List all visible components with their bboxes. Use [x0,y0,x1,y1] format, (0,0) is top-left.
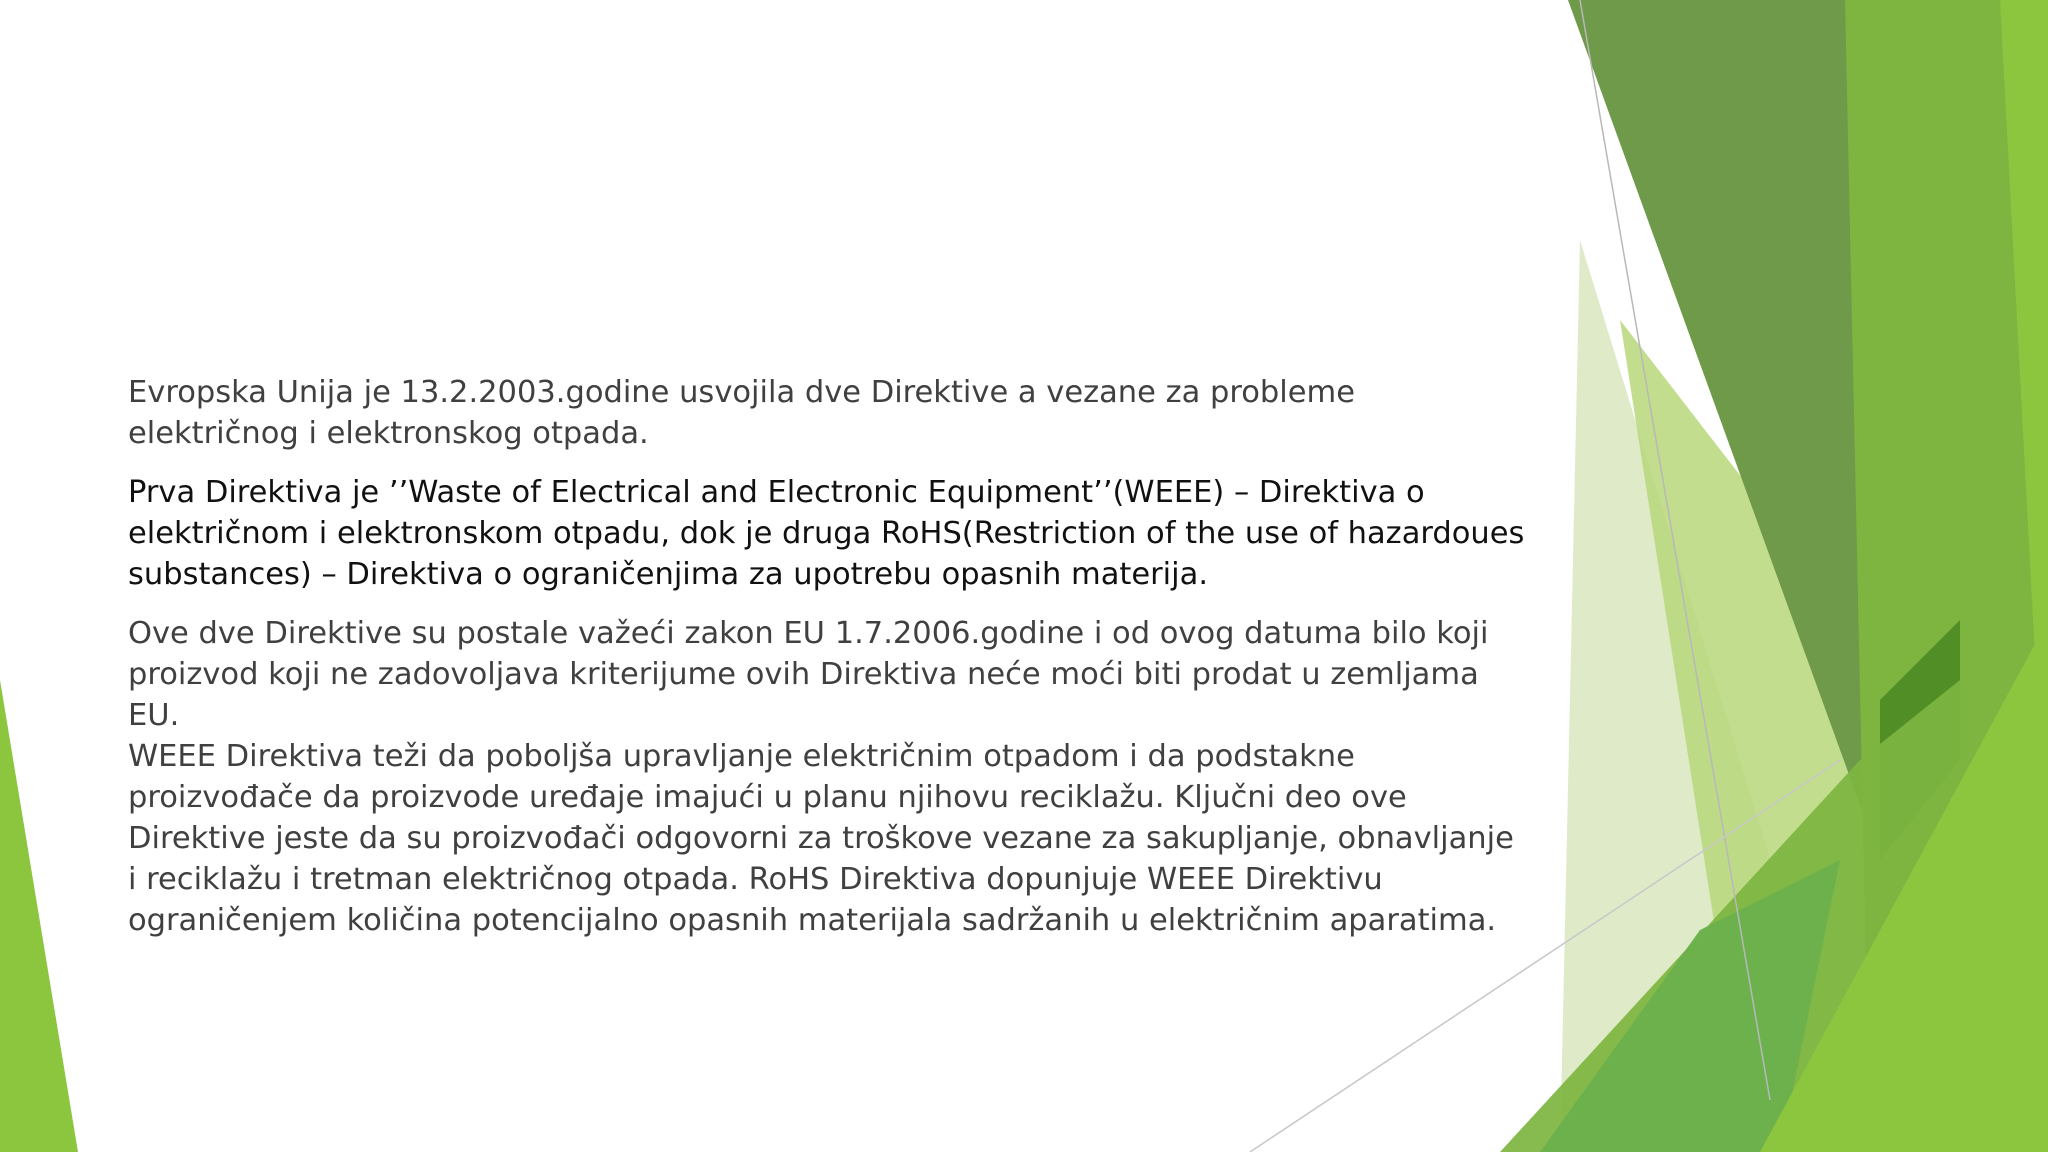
left-green-triangle [0,680,78,1152]
text-line: Direktive jeste da su proizvođači odgovorni za troškove vezane za sakupljanje, obnavljanje [128,821,1514,856]
text-line: proizvod koji ne zadovoljava kriterijume ovih Direktiva neće moći biti prodat u zemljama [128,657,1479,692]
text-line: ograničenjem količina potencijalno opasnih materijala sadržanih u električnim aparatima. [128,903,1497,938]
text-line: Ove dve Direktive su postale važeći zakon EU 1.7.2006.godine i od ovog datuma bilo koji [128,616,1489,651]
text-line: i reciklažu i tretman električnog otpada. RoHS Direktiva dopunjuje WEEE Direktivu [128,862,1383,897]
text-line: električnog i elektronskog otpada. [128,416,649,451]
slide-body [128,372,1548,959]
text-line: Evropska Unija je 13.2.2003.godine usvojila dve Direktive a vezane za probleme [128,375,1355,410]
paragraph-eu-adoption [128,372,1548,454]
paragraph-directives-law [128,613,1548,941]
text-line: WEEE Direktiva teži da poboljša upravljanje električnim otpadom i da podstakne [128,739,1355,774]
text-line: EU. [128,698,180,733]
text-line: električnom i elektronskom otpadu, dok je druga RoHS(Restriction of the use of hazardoues [128,516,1525,551]
text-line: proizvođače da proizvode uređaje imajući u planu njihovu reciklažu. Ključni deo ove [128,780,1407,815]
text-line: Prva Direktiva je ’’Waste of Electrical and Electronic Equipment’’(WEEE) – Direktiva o [128,475,1425,510]
text-line: substances) – Direktiva o ograničenjima za upotrebu opasnih materija. [128,557,1209,592]
paragraph-weee-rohs-definitions [128,472,1548,595]
